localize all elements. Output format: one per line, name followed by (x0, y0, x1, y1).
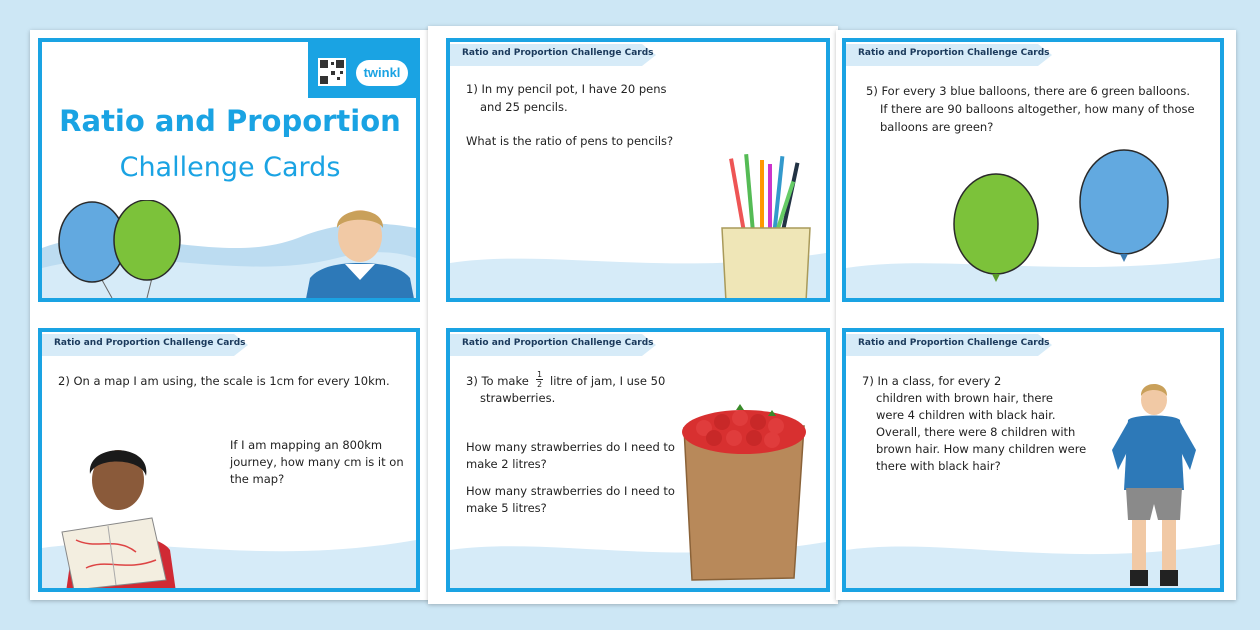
boy-illustration (300, 198, 420, 302)
card-header-label: Ratio and Proportion Challenge Cards (462, 48, 654, 58)
girl-with-map-illustration (56, 440, 186, 592)
strawberry-bag-illustration (674, 398, 814, 582)
question-line: How many strawberries do I need to (466, 440, 675, 454)
challenge-card-3 (446, 328, 830, 592)
blue-balloon-illustration (1076, 148, 1172, 274)
card-header-label: Ratio and Proportion Challenge Cards (858, 338, 1050, 348)
cover-title: Ratio and Proportion (59, 104, 401, 138)
question-line: litre of jam, I use 50 (550, 374, 666, 388)
question-line: How many strawberries do I need to (466, 484, 675, 498)
question-line: If there are 90 balloons altogether, how many of those (880, 102, 1195, 116)
question-line: make 5 litres? (466, 501, 547, 515)
question-line: If I am mapping an 800km (230, 438, 383, 452)
question-line: 1) In my pencil pot, I have 20 pens (466, 82, 667, 96)
cover-card (38, 38, 420, 302)
pencil-pot-illustration (716, 150, 816, 302)
card-header-label: Ratio and Proportion Challenge Cards (54, 338, 246, 348)
question-line: brown hair. How many children were (876, 442, 1087, 456)
question-line: strawberries. (480, 391, 556, 405)
green-balloon-illustration (950, 172, 1042, 292)
challenge-card-7 (842, 328, 1224, 592)
question-line: 2) On a map I am using, the scale is 1cm for every 10km. (58, 374, 390, 388)
question-line: were 4 children with black hair. (876, 408, 1056, 422)
question-line: and 25 pencils. (480, 100, 568, 114)
question-line: the map? (230, 472, 285, 486)
question-line: 5) For every 3 blue balloons, there are 6 green balloons. (866, 84, 1191, 98)
question-line: balloons are green? (880, 120, 994, 134)
question-line: there with black hair? (876, 459, 1001, 473)
card-header-label: Ratio and Proportion Challenge Cards (462, 338, 654, 348)
challenge-card-5 (842, 38, 1224, 302)
question-line: children with brown hair, there (876, 391, 1054, 405)
balloons-illustration (52, 200, 182, 300)
question-line: journey, how many cm is it on (230, 455, 404, 469)
question-line: Overall, there were 8 children with (876, 425, 1076, 439)
brand-panel (308, 42, 416, 98)
qr-code-icon (318, 58, 346, 86)
twinkl-logo: twinkl (356, 60, 408, 86)
question-line: make 2 litres? (466, 457, 547, 471)
question-line: What is the ratio of pens to pencils? (466, 134, 674, 148)
cover-subtitle: Challenge Cards (119, 152, 341, 183)
fraction-one-half (536, 370, 543, 389)
card-header-label: Ratio and Proportion Challenge Cards (858, 48, 1050, 58)
question-line: 3) To make (466, 374, 529, 388)
fraction-numerator: 1 (537, 370, 543, 379)
question-line: 7) In a class, for every 2 (862, 374, 1002, 388)
challenge-card-1 (446, 38, 830, 302)
standing-boy-illustration (1104, 380, 1204, 590)
challenge-card-2 (38, 328, 420, 592)
fraction-denominator: 2 (537, 380, 543, 389)
